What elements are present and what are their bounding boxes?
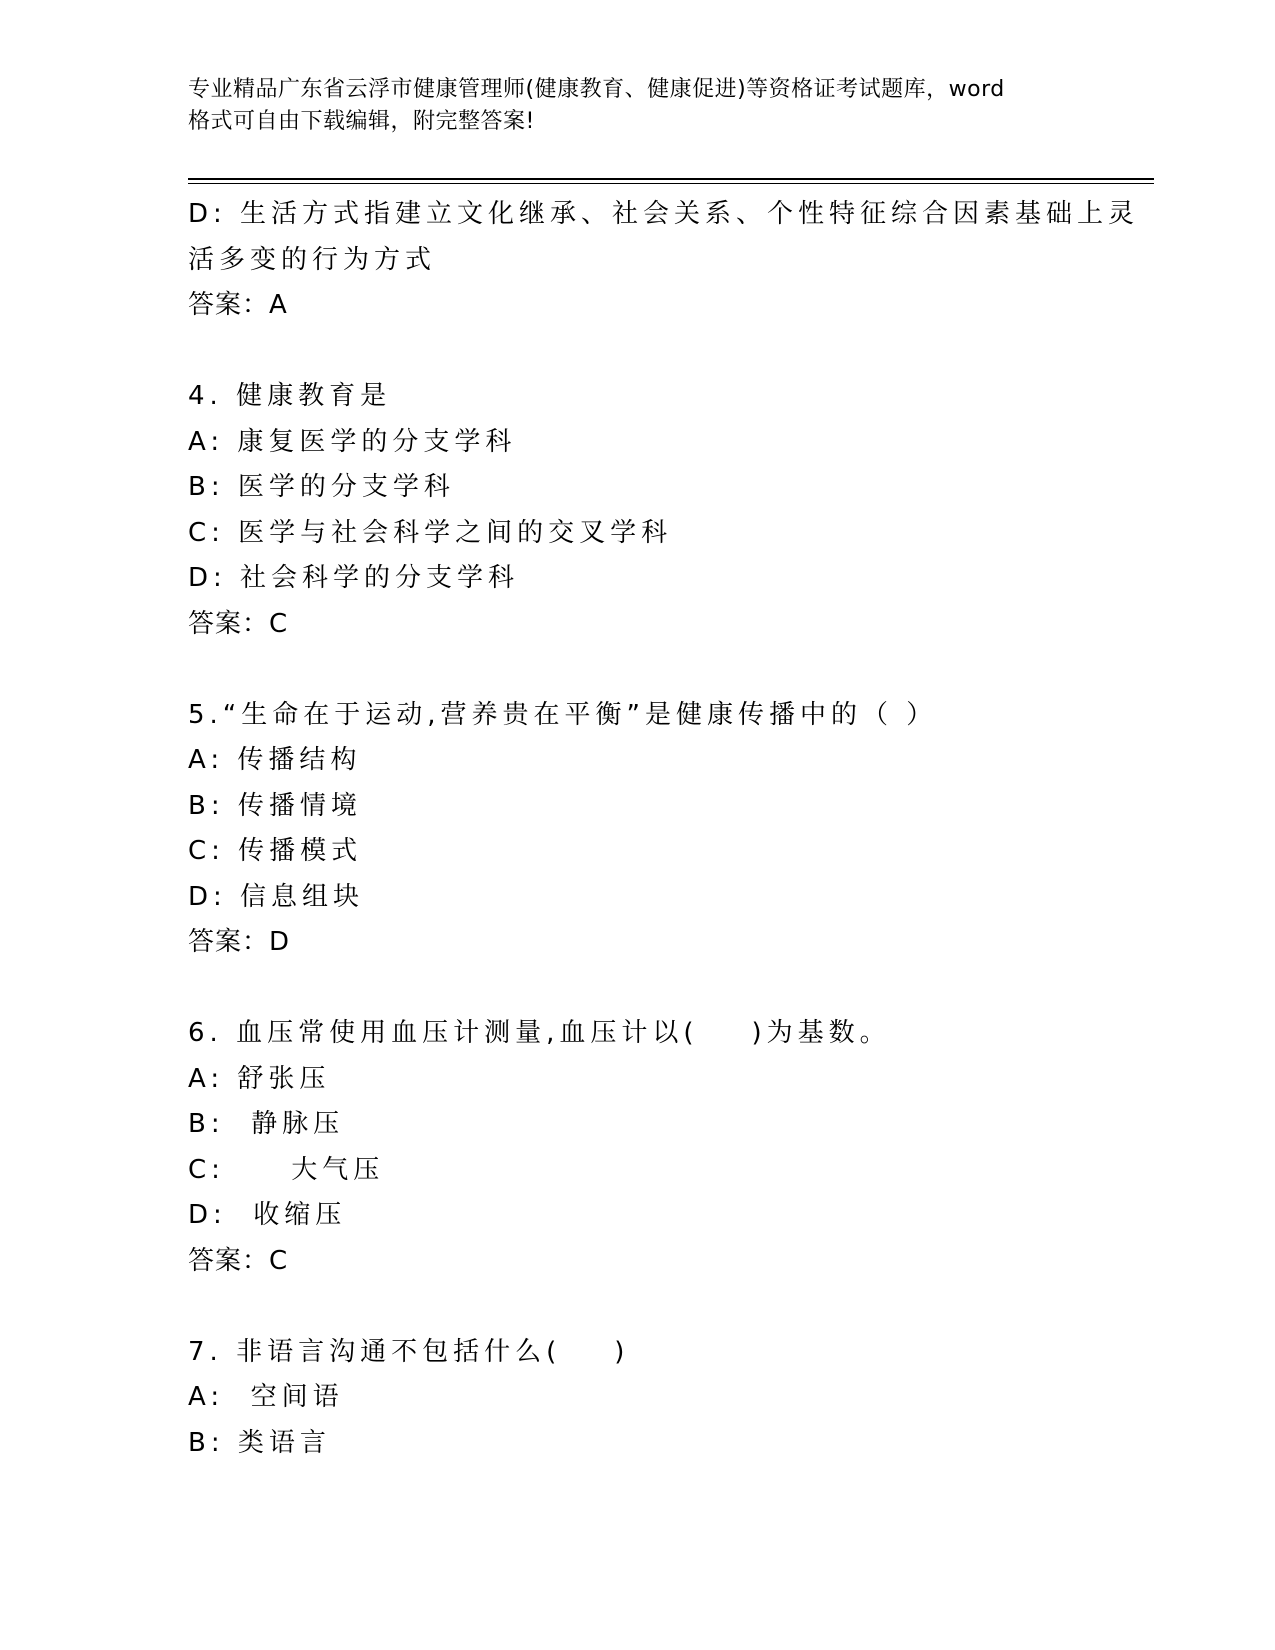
- header-line-2: 格式可自由下载编辑，附完整答案!: [188, 109, 535, 134]
- answer-line: 答案：D: [188, 927, 291, 957]
- option-a: A: 康复医学的分支学科: [188, 426, 517, 457]
- answer-line: 答案：A: [188, 290, 288, 320]
- spacer: [188, 1284, 1088, 1330]
- header-line-1: 专业精品广东省云浮市健康管理师(健康教育、健康促进)等资格证考试题库，word: [188, 77, 1005, 102]
- answer-line: 答案：C: [188, 1245, 289, 1276]
- option-c: C: 医学与社会科学之间的交叉学科: [188, 517, 673, 548]
- question-block-5: [188, 693, 1088, 966]
- question-text: 5.“生命在于运动,营养贵在平衡”是健康传播中的（ ）: [188, 699, 938, 730]
- option-c: C: 传播模式: [188, 836, 363, 866]
- option-a: A: 空间语: [188, 1382, 344, 1412]
- spacer: [188, 647, 1088, 693]
- option-c: C: 大气压: [188, 1154, 385, 1185]
- document-header: [188, 74, 1088, 138]
- answer-line: 答案：C: [188, 608, 289, 639]
- header-rule-thin: [188, 183, 1154, 184]
- option-d: D: 社会科学的分支学科: [188, 563, 520, 593]
- question-block-3: [188, 192, 1140, 329]
- option-a: A: 传播结构: [188, 745, 362, 775]
- option-d: D: 信息组块: [188, 881, 365, 912]
- option-d: D: 生活方式指建立文化继承、社会关系、个性特征综合因素基础上灵: [188, 199, 1140, 229]
- option-b: B: 医学的分支学科: [188, 472, 455, 502]
- spacer: [188, 329, 1088, 375]
- question-block-6: [188, 1011, 1088, 1284]
- question-content: [188, 192, 1140, 1466]
- option-b: B: 传播情境: [188, 790, 362, 821]
- spacer: [188, 966, 1088, 1012]
- question-text: 4. 健康教育是: [188, 381, 392, 411]
- question-block-7: [188, 1330, 1088, 1467]
- option-d-continued: 活多变的行为方式: [188, 244, 437, 275]
- question-block-4: [188, 374, 1088, 647]
- header-rule-thick: [188, 178, 1154, 180]
- option-d: D: 收缩压: [188, 1200, 347, 1230]
- question-text: 7. 非语言沟通不包括什么( ): [188, 1336, 630, 1367]
- option-a: A: 舒张压: [188, 1063, 331, 1094]
- option-b: B: 静脉压: [188, 1109, 345, 1139]
- question-text: 6. 血压常使用血压计测量,血压计以( )为基数。: [188, 1018, 891, 1048]
- option-b: B: 类语言: [188, 1427, 331, 1458]
